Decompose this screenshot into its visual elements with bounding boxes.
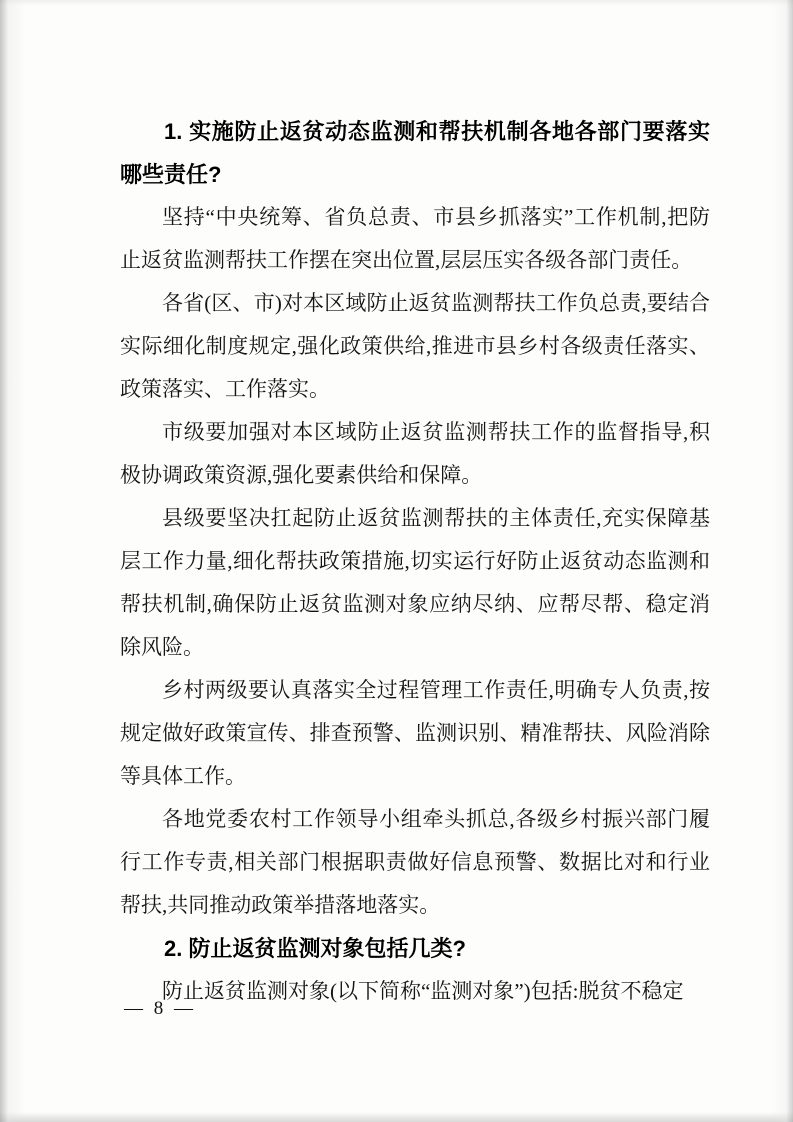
answer-paragraph-5: 乡村两级要认真落实全过程管理工作责任,明确专人负责,按规定做好政策宣传、排查预警、监测识别、精准帮扶、风险消除等具体工作。 — [120, 678, 710, 788]
page-number: — 8 — — [124, 998, 196, 1019]
question-1-heading: 1. 实施防止返贫动态监测和帮扶机制各地各部门要落实哪些责任? — [120, 119, 710, 187]
answer-paragraph-6: 各地党委农村工作领导小组牵头抓总,各级乡村振兴部门履行工作专责,相关部门根据职责做好信息预警、数据比对和行业帮扶,共同推动政策举措落地落实。 — [120, 807, 710, 917]
answer-paragraph-1: 坚持“中央统筹、省负总责、市县乡抓落实”工作机制,把防止返贫监测帮扶工作摆在突出位置,层层压实各级各部门责任。 — [120, 205, 710, 272]
answer-paragraph-2: 各省(区、市)对本区域防止返贫监测帮扶工作负总责,要结合实际细化制度规定,强化政策供给,推进市县乡村各级责任落实、政策落实、工作落实。 — [120, 291, 710, 401]
answer-paragraph-4: 县级要坚决扛起防止返贫监测帮扶的主体责任,充实保障基层工作力量,细化帮扶政策措施,切实运行好防止返贫动态监测和帮扶机制,确保防止返贫监测对象应纳尽纳、应帮尽帮、稳定消除风险。 — [120, 506, 710, 659]
answer-paragraph-3: 市级要加强对本区域防止返贫监测帮扶工作的监督指导,积极协调政策资源,强化要素供给和保障。 — [120, 420, 710, 487]
answer-paragraph-7: 防止返贫监测对象(以下简称“监测对象”)包括:脱贫不稳定 — [162, 979, 684, 1003]
question-2-heading: 2. 防止返贫监测对象包括几类? — [164, 936, 466, 961]
